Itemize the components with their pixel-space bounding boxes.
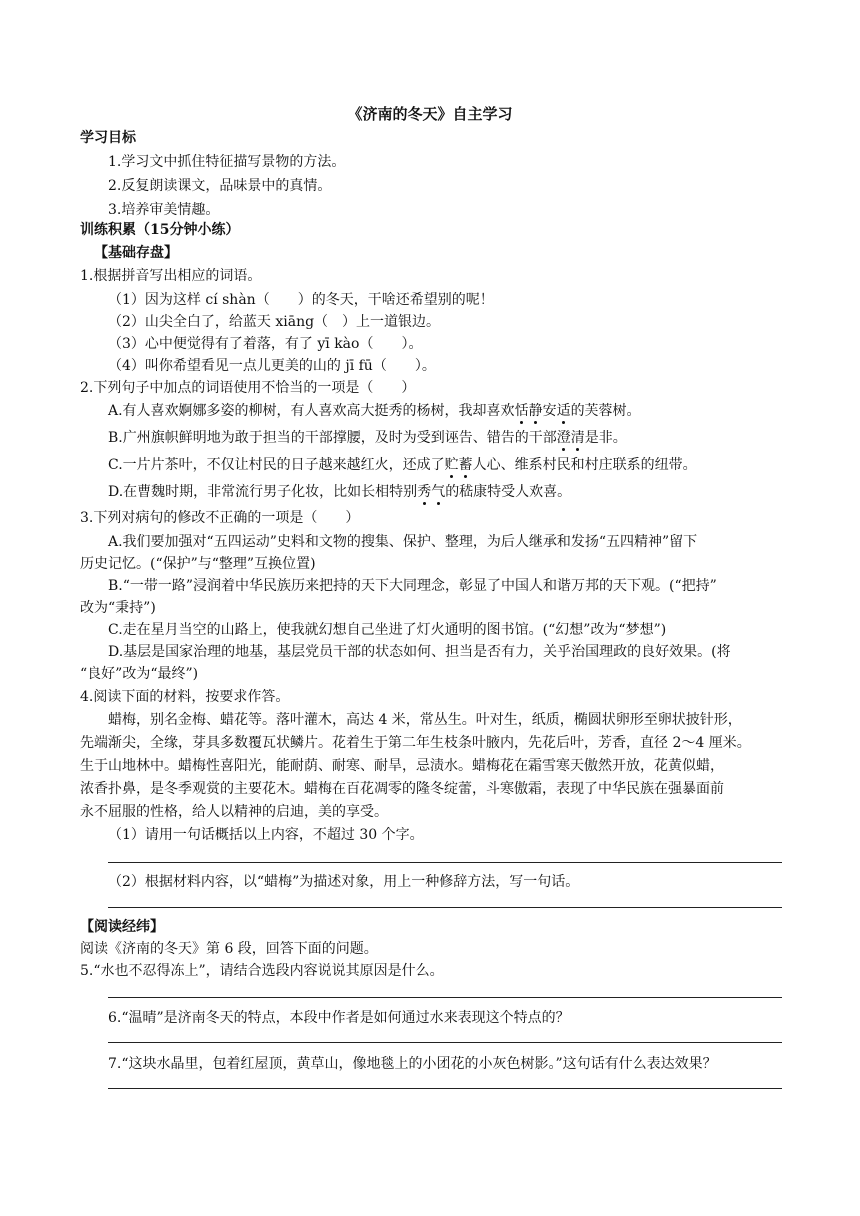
section-heading-basic: 【基础存盘】 bbox=[94, 245, 178, 261]
option-text: 是非。 bbox=[584, 430, 627, 446]
option-text: B.广州旗帜鲜明地为敢于担当的干部撑腰，及时为受到诬告、错告的干部 bbox=[108, 430, 557, 446]
question-4-sub-1: （1）请用一句话概括以上内容，不超过 30 个字。 bbox=[108, 827, 424, 843]
option-text: 的嵇康特受人欢喜。 bbox=[445, 484, 572, 500]
passage-line: 永不屈服的性格，给人以精神的启迪，美的享受。 bbox=[80, 804, 388, 820]
answer-line[interactable] bbox=[108, 862, 782, 863]
option-text: 安 bbox=[542, 403, 557, 419]
question-2-option-d bbox=[108, 482, 571, 502]
reading-intro: 阅读《济南的冬天》第 6 段，回答下面的问题。 bbox=[80, 941, 378, 957]
option-text: D.在曹魏时期，非常流行男子化妆，比如长相特别 bbox=[108, 484, 418, 500]
dotted-character: 贮 bbox=[444, 457, 459, 473]
page-title: 《济南的冬天》自主学习 bbox=[347, 105, 513, 123]
passage-line: 生于山地林中。蜡梅性喜阳光，能耐荫、耐寒、耐旱，忌渍水。蜡梅花在霜雪寒天傲然开放，花黄似蜡， bbox=[80, 758, 724, 774]
answer-line[interactable] bbox=[108, 907, 782, 908]
goals-heading: 学习目标 bbox=[80, 130, 136, 146]
goal-item: 2.反复朗读课文，品味景中的真情。 bbox=[108, 178, 332, 194]
answer-line[interactable] bbox=[108, 1088, 782, 1089]
dotted-character: 恬 bbox=[514, 403, 529, 419]
question-2-option-c bbox=[108, 455, 697, 475]
question-1-item: （3）心中便觉得有了着落，有了 yī kào（ ）。 bbox=[108, 336, 423, 352]
question-5: 5.“水也不忍得冻上”，请结合选段内容说说其原因是什么。 bbox=[80, 963, 444, 979]
dotted-character: 清 bbox=[570, 430, 585, 446]
question-3-option-a: A.我们要加强对“五四运动”史料和文物的搜集、保护、整理，为后人继承和发扬“五四精神”留下 bbox=[108, 534, 698, 550]
goal-item: 3.培养审美情趣。 bbox=[108, 202, 220, 218]
goal-item: 1.学习文中抓住特征描写景物的方法。 bbox=[108, 154, 346, 170]
dotted-character: 秀 bbox=[417, 484, 432, 500]
answer-line[interactable] bbox=[108, 997, 782, 998]
section-heading-reading: 【阅读经纬】 bbox=[80, 919, 164, 935]
question-1-item: （1）因为这样 cí shàn（ ）的冬天，干啥还希望别的呢！ bbox=[108, 292, 494, 308]
passage-line: 先端渐尖，全缘，芽具多数覆瓦状鳞片。花着生于第二年生枝条叶腋内，先花后叶，芳香，直径 2～4 厘米。 bbox=[80, 735, 751, 751]
passage-line: 浓香扑鼻，是冬季观赏的主要花木。蜡梅在百花凋零的隆冬绽蕾，斗寒傲霜，表现了中华民族在强暴面前 bbox=[80, 781, 724, 797]
question-3-option-b-cont: 改为“秉持”) bbox=[80, 600, 156, 616]
question-3-option-b: B.“一带一路”浸润着中华民族历来把持的天下大同理念，彰显了中国人和谐万邦的天下观。(“把持” bbox=[108, 578, 717, 594]
question-7: 7.“这块水晶里，包着红屋顶，黄草山，像地毯上的小团花的小灰色树影。”这句话有什么表达效果？ bbox=[108, 1056, 717, 1072]
question-2-option-b bbox=[108, 428, 627, 448]
question-2-option-a bbox=[108, 401, 641, 421]
dotted-character: 蓄 bbox=[458, 457, 473, 473]
question-4-sub-2: （2）根据材料内容，以“蜡梅”为描述对象，用上一种修辞方法，写一句话。 bbox=[108, 874, 580, 890]
dotted-character: 静 bbox=[528, 403, 543, 419]
option-text: 的芙蓉树。 bbox=[570, 403, 641, 419]
question-6: 6.“温晴”是济南冬天的特点，本段中作者是如何通过水来表现这个特点的？ bbox=[108, 1010, 570, 1026]
option-text: C.一片片茶叶，不仅让村民的日子越来越红火，还成了 bbox=[108, 457, 445, 473]
dotted-character: 适 bbox=[556, 403, 571, 419]
dotted-character: 澄 bbox=[556, 430, 571, 446]
question-3-option-d: D.基层是国家治理的地基，基层党员干部的状态如何、担当是否有力，关乎治国理政的良好效果。(将 bbox=[108, 644, 731, 660]
option-text: A.有人喜欢婀娜多姿的柳树，有人喜欢高大挺秀的杨树，我却喜欢 bbox=[108, 403, 515, 419]
option-text: 人心、维系村民和村庄联系的纽带。 bbox=[472, 457, 697, 473]
passage-line: 蜡梅，别名金梅、蜡花等。落叶灌木，高达 4 米，常丛生。叶对生，纸质，椭圆状卵形至卵状披针形， bbox=[108, 712, 742, 728]
question-4-stem: 4.阅读下面的材料，按要求作答。 bbox=[80, 689, 290, 705]
question-1-item: （4）叫你希望看见一点儿更美的山的 jī fū（ ）。 bbox=[108, 358, 436, 374]
question-3-option-a-cont: 历史记忆。(“保护”与“整理”互换位置) bbox=[80, 556, 316, 572]
dotted-character: 气 bbox=[431, 484, 446, 500]
question-1-item: （2）山尖全白了，给蓝天 xiāng（ ）上一道银边。 bbox=[108, 314, 441, 330]
question-2-stem: 2.下列句子中加点的词语使用不恰当的一项是（ ） bbox=[80, 380, 416, 396]
answer-line[interactable] bbox=[108, 1042, 782, 1043]
question-3-stem: 3.下列对病句的修改不正确的一项是（ ） bbox=[80, 510, 360, 526]
question-3-option-d-cont: “良好”改为“最终”) bbox=[80, 666, 199, 682]
question-3-option-c: C.走在星月当空的山路上，使我就幻想自己坐进了灯火通明的图书馆。(“幻想”改为“梦想”) bbox=[108, 622, 667, 638]
question-1-stem: 1.根据拼音写出相应的词语。 bbox=[80, 268, 262, 284]
training-heading: 训练积累（15分钟小练） bbox=[80, 222, 240, 238]
